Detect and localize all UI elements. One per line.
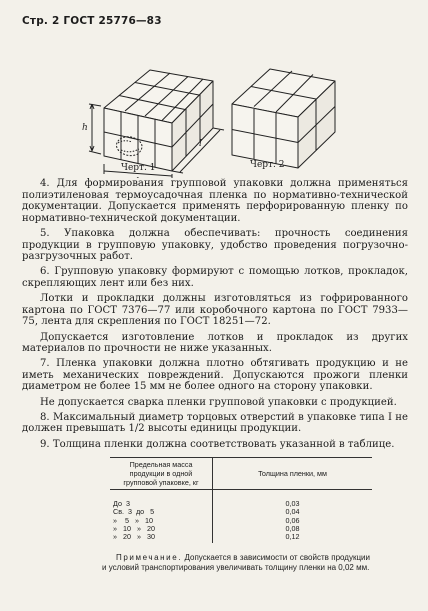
note-label: Примечание. <box>116 553 183 562</box>
paragraph: 9. Толщина пленки должна соответствовать указанной в таблице. <box>40 438 395 450</box>
figure-1-caption: Черт. 1 <box>121 163 156 173</box>
page-header: Стр. 2 ГОСТ 25776—83 <box>22 15 162 27</box>
table-cell-range: » 5 » 10 <box>113 515 153 525</box>
table-cell-thickness: 0,03 <box>285 499 300 508</box>
table-cell-thickness: 0,12 <box>285 532 300 542</box>
table-header-thickness: Толщина пленки, мм <box>213 458 373 490</box>
figure-1-drawing <box>89 70 224 178</box>
table-cell-range: » 10 » 20 <box>113 523 155 533</box>
thickness-table <box>110 457 372 543</box>
table-row <box>110 533 372 543</box>
figures <box>0 38 428 178</box>
paragraph: 4. Для формирования групповой упаковки должна применяться полиэтиленовая термоусадочная пленка по нормативно-технической документации. Допускается применять перфорированную пленку по нормативно-технической документации. <box>22 178 408 224</box>
table-header-mass: Предельная масса продукции в одной групповой упаковке, кг <box>110 458 213 490</box>
paragraph: 7. Пленка упаковки должна плотно обтягивать продукцию и не иметь механических повреждений. Допускаются прожоги пленки диаметром не более 15 мм не более одного на сторону упаковки. <box>22 358 408 393</box>
table-note <box>102 553 370 573</box>
dimension-h-label: h <box>82 123 88 133</box>
dimension-l-label: l <box>199 139 202 149</box>
body-text <box>22 178 408 454</box>
table-row <box>110 490 372 509</box>
note-text: Допускается в зависимости от свойств продукции и условий транспортирования увеличивать толщину пленки на 0,02 мм. <box>102 553 370 572</box>
figure-2-drawing <box>232 69 335 168</box>
figure-2-caption: Черт. 2 <box>250 160 285 170</box>
paragraph: 6. Групповую упаковку формируют с помощью лотков, прокладок, скрепляющих лент или без них. <box>22 266 408 289</box>
table-cell-thickness: 0,04 <box>285 507 300 517</box>
table-cell-thickness: 0,08 <box>285 523 300 533</box>
paragraph: Допускается изготовление лотков и прокладок из других материалов по прочности не ниже указанных. <box>22 331 408 355</box>
table-cell-range: » 20 » 30 <box>113 532 155 542</box>
paragraph: 5. Упаковка должна обеспечивать: прочность соединения продукции в групповую упаковку, удобство проведения погрузочно-разгрузочных работ. <box>22 227 408 263</box>
paragraph: 8. Максимальный диаметр торцовых отверстий в упаковке типа I не должен превышать 1/2 высоты единицы продукции. <box>22 411 408 435</box>
paragraph: Не допускается сварка пленки групповой упаковки с продукцией. <box>40 396 397 408</box>
paragraph: Лотки и прокладки должны изготовляться из гофрированного картона по ГОСТ 7376—77 или коробочного картона по ГОСТ 7933—75, лента для скрепления по ГОСТ 18251—72. <box>22 293 408 328</box>
table-cell-range: До 3 <box>113 499 130 508</box>
table-cell-thickness: 0,06 <box>285 515 300 525</box>
table-cell-range: Св. 3 до 5 <box>113 507 155 517</box>
